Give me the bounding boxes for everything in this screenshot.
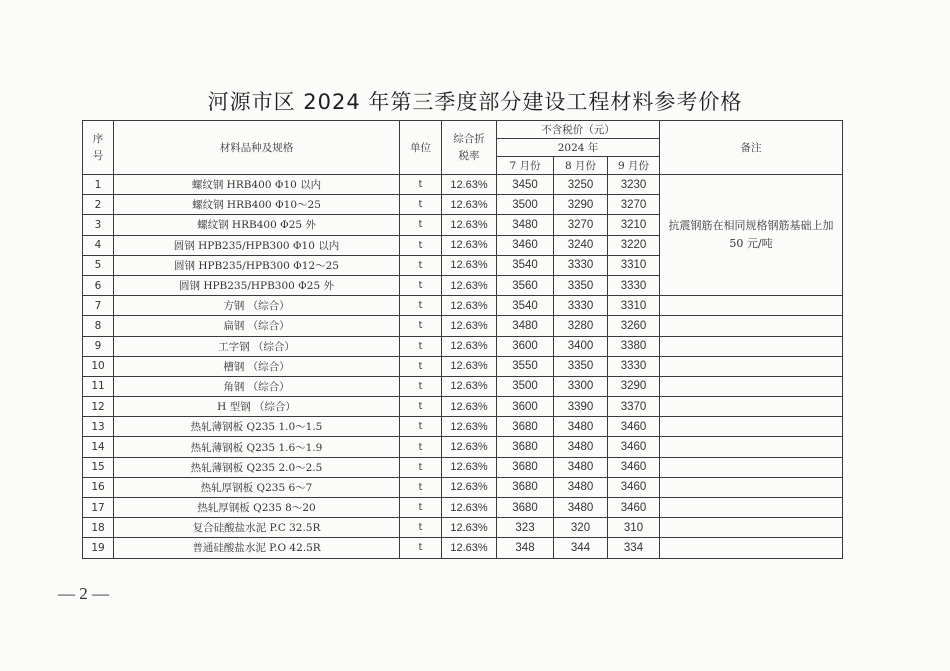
price-august: 3480	[554, 437, 608, 457]
row-number: 4	[83, 235, 114, 255]
unit: t	[400, 477, 442, 497]
tax-rate: 12.63%	[442, 215, 497, 235]
row-number: 2	[83, 195, 114, 215]
material-name: 螺纹钢 HRB400 Φ10 以内	[114, 175, 400, 195]
header-material: 材料品种及规格	[114, 121, 400, 175]
price-august: 3480	[554, 417, 608, 437]
tax-rate: 12.63%	[442, 498, 497, 518]
price-july: 3680	[497, 437, 554, 457]
price-july: 3680	[497, 417, 554, 437]
tax-rate: 12.63%	[442, 175, 497, 195]
table-row	[83, 417, 843, 437]
price-august: 3250	[554, 175, 608, 195]
table-row	[83, 296, 843, 316]
header-seq-line2: 号	[92, 149, 104, 162]
header-year: 2024 年	[497, 139, 660, 157]
unit: t	[400, 235, 442, 255]
row-number: 18	[83, 518, 114, 538]
price-july: 3600	[497, 397, 554, 417]
remark-empty	[660, 417, 843, 437]
table-row	[83, 175, 843, 195]
unit: t	[400, 437, 442, 457]
unit: t	[400, 457, 442, 477]
row-number: 9	[83, 336, 114, 356]
table-row	[83, 538, 843, 558]
remark-empty	[660, 457, 843, 477]
price-september: 3310	[608, 255, 660, 275]
price-august: 344	[554, 538, 608, 558]
tax-rate: 12.63%	[442, 477, 497, 497]
table-row	[83, 498, 843, 518]
material-name: 圆钢 HPB235/HPB300 Φ10 以内	[114, 235, 400, 255]
material-name: 圆钢 HPB235/HPB300 Φ25 外	[114, 275, 400, 295]
material-name: 槽钢 （综合）	[114, 356, 400, 376]
price-september: 334	[608, 538, 660, 558]
unit: t	[400, 175, 442, 195]
material-name: H 型钢 （综合）	[114, 397, 400, 417]
table-row	[83, 397, 843, 417]
price-september: 3460	[608, 417, 660, 437]
unit: t	[400, 397, 442, 417]
price-august: 320	[554, 518, 608, 538]
unit: t	[400, 275, 442, 295]
price-september: 3230	[608, 175, 660, 195]
price-september: 3260	[608, 316, 660, 336]
price-table	[82, 120, 843, 559]
price-july: 3680	[497, 457, 554, 477]
price-july: 323	[497, 518, 554, 538]
tax-rate: 12.63%	[442, 417, 497, 437]
price-september: 3460	[608, 457, 660, 477]
price-july: 3480	[497, 215, 554, 235]
price-july: 3560	[497, 275, 554, 295]
remark-empty	[660, 397, 843, 417]
price-july: 3480	[497, 316, 554, 336]
header-seq	[83, 121, 114, 175]
price-july: 3540	[497, 296, 554, 316]
row-number: 6	[83, 275, 114, 295]
unit: t	[400, 296, 442, 316]
price-august: 3390	[554, 397, 608, 417]
tax-rate: 12.63%	[442, 376, 497, 396]
price-july: 3450	[497, 175, 554, 195]
price-august: 3330	[554, 255, 608, 275]
price-august: 3480	[554, 498, 608, 518]
unit: t	[400, 538, 442, 558]
material-name: 热轧厚钢板 Q235 8～20	[114, 498, 400, 518]
price-july: 3500	[497, 195, 554, 215]
table-row	[83, 518, 843, 538]
unit: t	[400, 316, 442, 336]
price-august: 3300	[554, 376, 608, 396]
tax-rate: 12.63%	[442, 255, 497, 275]
header-seq-line1: 序	[92, 132, 104, 145]
tax-rate: 12.63%	[442, 518, 497, 538]
price-september: 3210	[608, 215, 660, 235]
price-september: 3460	[608, 498, 660, 518]
table-row	[83, 376, 843, 396]
price-september: 3270	[608, 195, 660, 215]
row-number: 19	[83, 538, 114, 558]
price-september: 3370	[608, 397, 660, 417]
header-month-8: 8 月份	[554, 157, 608, 175]
unit: t	[400, 518, 442, 538]
row-number: 14	[83, 437, 114, 457]
remark-empty	[660, 437, 843, 457]
material-name: 热轧薄钢板 Q235 2.0～2.5	[114, 457, 400, 477]
unit: t	[400, 255, 442, 275]
price-july: 3500	[497, 376, 554, 396]
material-name: 热轧薄钢板 Q235 1.6～1.9	[114, 437, 400, 457]
price-september: 3220	[608, 235, 660, 255]
price-september: 3460	[608, 477, 660, 497]
unit: t	[400, 376, 442, 396]
remark-empty	[660, 518, 843, 538]
unit: t	[400, 215, 442, 235]
row-number: 10	[83, 356, 114, 376]
row-number: 16	[83, 477, 114, 497]
row-number: 13	[83, 417, 114, 437]
material-name: 普通硅酸盐水泥 P.O 42.5R	[114, 538, 400, 558]
price-august: 3480	[554, 457, 608, 477]
material-name: 圆钢 HPB235/HPB300 Φ12～25	[114, 255, 400, 275]
tax-rate: 12.63%	[442, 195, 497, 215]
price-august: 3290	[554, 195, 608, 215]
table-row	[83, 457, 843, 477]
price-july: 3680	[497, 498, 554, 518]
remark-empty	[660, 296, 843, 316]
price-august: 3240	[554, 235, 608, 255]
price-august: 3330	[554, 296, 608, 316]
row-number: 11	[83, 376, 114, 396]
page-number: — 2 —	[58, 584, 109, 603]
price-august: 3350	[554, 356, 608, 376]
tax-rate: 12.63%	[442, 316, 497, 336]
material-name: 扁钢 （综合）	[114, 316, 400, 336]
remark-empty	[660, 316, 843, 336]
unit: t	[400, 356, 442, 376]
remark-seismic-rebar: 抗震钢筋在相同规格钢筋基础上加 50 元/吨	[660, 175, 843, 296]
document-title: 河源市区 2024 年第三季度部分建设工程材料参考价格	[207, 90, 743, 114]
table-row	[83, 336, 843, 356]
price-july: 348	[497, 538, 554, 558]
price-august: 3400	[554, 336, 608, 356]
price-july: 3680	[497, 477, 554, 497]
remark-empty	[660, 336, 843, 356]
material-name: 热轧薄钢板 Q235 1.0～1.5	[114, 417, 400, 437]
table-row	[83, 316, 843, 336]
price-september: 3460	[608, 437, 660, 457]
price-september: 3310	[608, 296, 660, 316]
header-remark: 备注	[660, 121, 843, 175]
unit: t	[400, 336, 442, 356]
header-rate-line2: 税率	[458, 149, 480, 162]
unit: t	[400, 498, 442, 518]
tax-rate: 12.63%	[442, 356, 497, 376]
material-name: 方钢 （综合）	[114, 296, 400, 316]
row-number: 12	[83, 397, 114, 417]
remark-empty	[660, 498, 843, 518]
remark-empty	[660, 477, 843, 497]
tax-rate: 12.63%	[442, 296, 497, 316]
material-name: 复合硅酸盐水泥 P.C 32.5R	[114, 518, 400, 538]
unit: t	[400, 417, 442, 437]
remark-empty	[660, 356, 843, 376]
row-number: 3	[83, 215, 114, 235]
table-row	[83, 356, 843, 376]
tax-rate: 12.63%	[442, 397, 497, 417]
material-name: 工字钢 （综合）	[114, 336, 400, 356]
price-august: 3350	[554, 275, 608, 295]
header-unit: 单位	[400, 121, 442, 175]
row-number: 7	[83, 296, 114, 316]
unit: t	[400, 195, 442, 215]
header-rate-line1: 综合折	[453, 132, 485, 145]
tax-rate: 12.63%	[442, 336, 497, 356]
price-july: 3540	[497, 255, 554, 275]
price-august: 3270	[554, 215, 608, 235]
price-july: 3460	[497, 235, 554, 255]
header-tax-rate	[442, 121, 497, 175]
tax-rate: 12.63%	[442, 457, 497, 477]
header-price-group: 不含税价（元）	[497, 121, 660, 139]
row-number: 5	[83, 255, 114, 275]
material-name: 热轧厚钢板 Q235 6～7	[114, 477, 400, 497]
header-month-9: 9 月份	[608, 157, 660, 175]
material-name: 角钢 （综合）	[114, 376, 400, 396]
table-row	[83, 437, 843, 457]
remark-empty	[660, 376, 843, 396]
price-september: 3380	[608, 336, 660, 356]
row-number: 1	[83, 175, 114, 195]
price-september: 310	[608, 518, 660, 538]
table-row	[83, 477, 843, 497]
tax-rate: 12.63%	[442, 235, 497, 255]
remark-empty	[660, 538, 843, 558]
row-number: 17	[83, 498, 114, 518]
price-table-body	[83, 175, 843, 559]
material-name: 螺纹钢 HRB400 Φ25 外	[114, 215, 400, 235]
material-name: 螺纹钢 HRB400 Φ10～25	[114, 195, 400, 215]
price-july: 3600	[497, 336, 554, 356]
price-september: 3330	[608, 275, 660, 295]
price-september: 3330	[608, 356, 660, 376]
row-number: 8	[83, 316, 114, 336]
tax-rate: 12.63%	[442, 538, 497, 558]
price-august: 3280	[554, 316, 608, 336]
price-september: 3290	[608, 376, 660, 396]
tax-rate: 12.63%	[442, 275, 497, 295]
tax-rate: 12.63%	[442, 437, 497, 457]
price-july: 3550	[497, 356, 554, 376]
row-number: 15	[83, 457, 114, 477]
price-august: 3480	[554, 477, 608, 497]
header-month-7: 7 月份	[497, 157, 554, 175]
